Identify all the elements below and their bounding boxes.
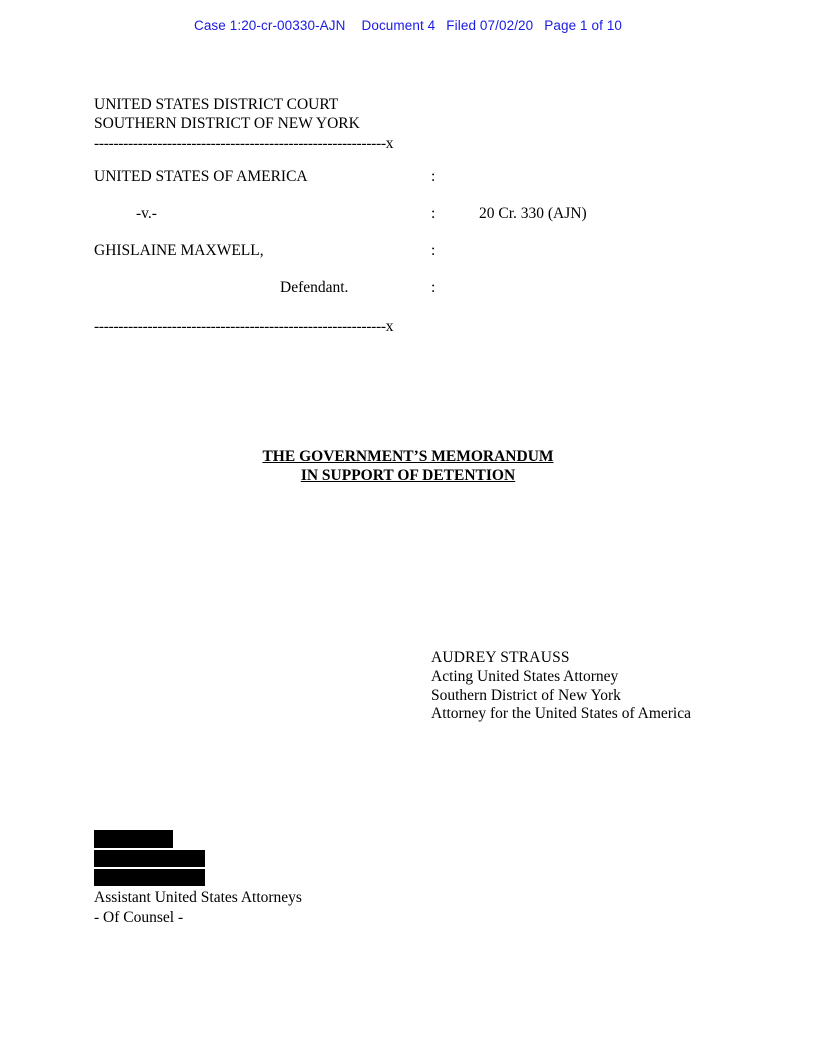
- document-title-line2: IN SUPPORT OF DETENTION: [300, 467, 516, 484]
- document-title: [0, 447, 816, 485]
- caption-row-defendant-label: [94, 279, 714, 316]
- counsel-block: [94, 888, 302, 927]
- caption-colon: :: [431, 168, 436, 185]
- plaintiff-name: UNITED STATES OF AMERICA: [94, 168, 308, 185]
- docket-number: 20 Cr. 330 (AJN): [479, 205, 587, 222]
- caption-colon: :: [431, 242, 436, 259]
- court-name-line2: SOUTHERN DISTRICT OF NEW YORK: [94, 114, 360, 132]
- defendant-label: Defendant.: [280, 279, 349, 296]
- signer-role: Acting United States Attorney: [431, 667, 619, 685]
- court-name-line1: UNITED STATES DISTRICT COURT: [94, 96, 339, 113]
- caption-row-versus: [94, 205, 714, 242]
- ecf-filed-date: Filed 07/02/20: [446, 18, 534, 33]
- signature-block: [431, 649, 691, 724]
- document-title-line1: THE GOVERNMENT’S MEMORANDUM: [262, 448, 554, 465]
- defendant-name: GHISLAINE MAXWELL,: [94, 242, 264, 259]
- caption-rule-bottom: ------------------------------------------------------------x: [94, 318, 394, 335]
- caption-row-defendant: [94, 242, 714, 279]
- caption-rule-top: ------------------------------------------------------------x: [94, 135, 394, 152]
- case-caption: [94, 168, 714, 316]
- signer-representation: Attorney for the United States of America: [431, 705, 691, 723]
- redaction-bar: [94, 850, 205, 867]
- ecf-page-number: Page 1 of 10: [544, 18, 623, 33]
- caption-colon: :: [431, 205, 436, 222]
- of-counsel-label: - Of Counsel -: [94, 908, 184, 926]
- counsel-title: Assistant United States Attorneys: [94, 889, 302, 906]
- ecf-document-number: Document 4: [361, 18, 436, 33]
- caption-colon: :: [431, 279, 436, 296]
- redaction-bar: [94, 830, 173, 848]
- versus-label: -v.-: [136, 205, 157, 222]
- ecf-case-number: Case 1:20-cr-00330-AJN: [193, 18, 346, 33]
- signer-district: Southern District of New York: [431, 686, 621, 704]
- signer-name: AUDREY STRAUSS: [431, 649, 570, 666]
- court-heading: [94, 96, 360, 133]
- redacted-names-block: [94, 830, 205, 888]
- caption-row-plaintiff: [94, 168, 714, 205]
- redaction-bar: [94, 869, 205, 886]
